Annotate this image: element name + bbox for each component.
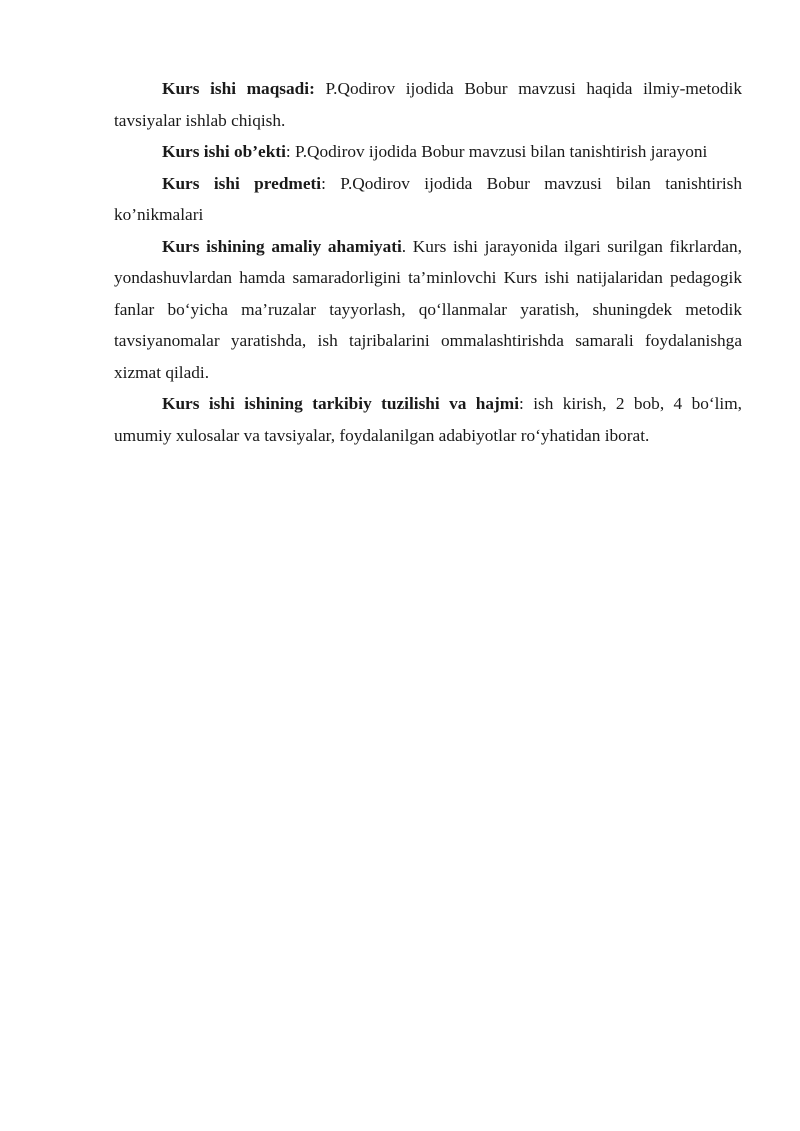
paragraph-subject [114, 168, 742, 231]
document-page [114, 73, 742, 451]
paragraph-body: : P.Qodirov ijodida Bobur mavzusi bilan tanishtirish ko’nikmalari [114, 173, 743, 224]
paragraph-body: P.Qodirov ijodida Bobur mavzusi haqida ilmiy-metodik tavsiyalar ishlab chiqish. [114, 79, 742, 130]
paragraph-lead: Kurs ishi predmeti [162, 173, 322, 193]
paragraph-body: : ish kirish, 2 bob, 4 bo‘lim, umumiy xulosalar va tavsiyalar, foydalanilgan adabiyotlar ro‘yhatidan iborat. [114, 394, 742, 445]
paragraph-lead: Kurs ishi maqsadi: [162, 79, 315, 98]
paragraph-object [114, 136, 742, 168]
paragraph-body: : P.Qodirov ijodida Bobur mavzusi bilan tanishtirish jarayoni [285, 142, 708, 161]
paragraph-lead: Kurs ishi ob’ekti [162, 142, 286, 161]
paragraph-lead: Kurs ishi ishining tarkibiy tuzilishi va hajmi [162, 394, 519, 413]
paragraph-practical-significance [114, 231, 742, 389]
paragraph-structure [114, 388, 742, 451]
paragraph-body: . Kurs ishi jarayonida ilgari surilgan fikrlardan, yondashuvlardan hamda samaradorligini ta’minlovchi Kurs ishi natijalaridan pedagogik fanlar bo‘yicha ma’ruzalar tayyorlash, qo‘llanmalar yaratish, shuningdek metodik tavsiyanomalar yaratishda, ish tajribalarini ommalashtirishda samarali foydalanishga xizmat qiladi. [114, 236, 742, 382]
paragraph-goal [114, 73, 742, 136]
paragraph-lead: Kurs ishining amaliy ahamiyati [162, 236, 402, 256]
